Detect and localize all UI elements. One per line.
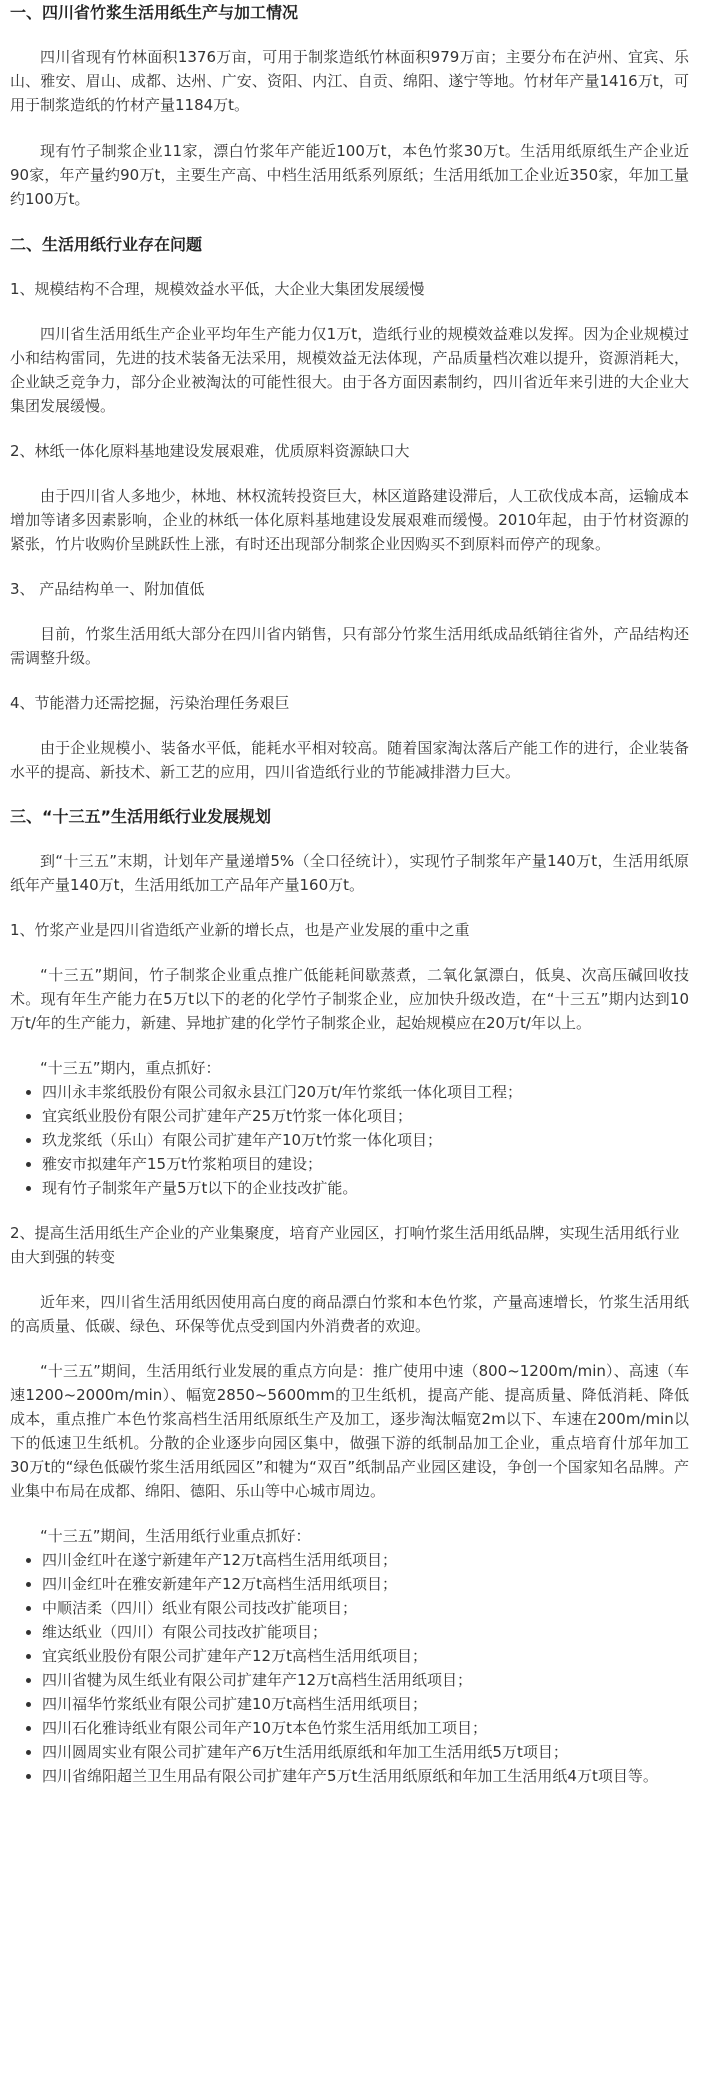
list-item: • 四川圆周实业有限公司扩建年产6万t生活用纸原纸和年加工生活用纸5万t项目； (42, 1740, 689, 1764)
list-item: • 四川金红叶在遂宁新建年产12万t高档生活用纸项目； (42, 1548, 689, 1572)
section3-paragraph-3: “十三五”期间，生活用纸行业发展的重点方向是：推广使用中速（800~1200m/min）、高速（车速1200~2000m/min）、幅宽2850~5600mm的卫生纸机，提高产能、提高质量、降低消耗、降低成本，重点推广本色竹浆高档生活用纸原纸生产及加工，逐步淘汰幅宽2m以下、车速在200m/min以下的低速卫生纸机。分散的企业逐步向园区集中，做强下游的纸制品加工企业，重点培育什邡年加工30万t的“绿色低碳竹浆生活用纸园区”和犍为“双百”纸制品产业园区建设，争创一个国家知名品牌。产业集中布局在成都、绵阳、德阳、乐山等中心城市周边。 (10, 1362, 689, 1500)
section3-paragraph-1: “十三五”期间，竹子制浆企业重点推广低能耗间歇蒸煮，二氧化氯漂白，低臭、次高压碱回收技术。现有年生产能力在5万t以下的老的化学竹子制浆企业，应加快升级改造，在“十三五”期内达到10万t/年的生产能力，新建、异地扩建的化学竹子制浆企业，起始规模应在20万t/年以上。 (10, 966, 689, 1032)
section3-intro-paragraph: 到“十三五”末期，计划年产量递增5%（全口径统计），实现竹子制浆年产量140万t，生活用纸原纸年产量140万t，生活用纸加工产品年产量160万t。 (10, 852, 689, 894)
list-item: • 四川石化雅诗纸业有限公司年产10万t本色竹浆生活用纸加工项目； (42, 1716, 689, 1740)
section2-paragraph-2: 由于四川省人多地少，林地、林权流转投资巨大，林区道路建设滞后，人工砍伐成本高，运输成本增加等诸多因素影响，企业的林纸一体化原料基地建设发展艰难而缓慢。2010年起，由于竹材资源的紧张，竹片收购价呈跳跃性上涨，有时还出现部分制浆企业因购买不到原料而停产的现象。 (10, 487, 689, 553)
list-item: • 宜宾纸业股份有限公司扩建年产12万t高档生活用纸项目； (42, 1644, 689, 1668)
list-item: • 现有竹子制浆年产量5万t以下的企业技改扩能。 (42, 1176, 689, 1200)
list-item: • 中顺洁柔（四川）纸业有限公司技改扩能项目； (42, 1596, 689, 1620)
section2-subheading-2: 2、林纸一体化原料基地建设发展艰难，优质原料资源缺口大 (10, 442, 410, 460)
article-page (0, 2, 703, 1788)
section2-paragraph-4: 由于企业规模小、装备水平低，能耗水平相对较高。随着国家淘汰落后产能工作的进行，企业装备水平的提高、新技术、新工艺的应用，四川省造纸行业的节能减排潜力巨大。 (10, 739, 689, 781)
list-item: • 四川福华竹浆纸业有限公司扩建10万t高档生活用纸项目； (42, 1692, 689, 1716)
list-item: • 四川永丰浆纸股份有限公司叙永县江门20万t/年竹浆纸一体化项目工程； (42, 1080, 689, 1104)
list-item: • 宜宾纸业股份有限公司扩建年产25万t竹浆一体化项目； (42, 1104, 689, 1128)
section2-title: 二、生活用纸行业存在问题 (10, 235, 203, 254)
section2-paragraph-3: 目前，竹浆生活用纸大部分在四川省内销售，只有部分竹浆生活用纸成品纸销往省外，产品结构还需调整升级。 (10, 625, 689, 667)
section1-paragraph-2: 现有竹子制浆企业11家，漂白竹浆年产能近100万t，本色竹浆30万t。生活用纸原纸生产企业近90家，年产量约90万t，主要生产高、中档生活用纸系列原纸；生活用纸加工企业近350家，年加工量约100万t。 (10, 142, 689, 208)
list2-lead: “十三五”期间，生活用纸行业重点抓好： (40, 1527, 311, 1545)
list1-lead: “十三五”期内，重点抓好： (40, 1059, 221, 1077)
list-item: • 雅安市拟建年产15万t竹浆粕项目的建设； (42, 1152, 689, 1176)
list-item: • 四川省绵阳超兰卫生用品有限公司扩建年产5万t生活用纸原纸和年加工生活用纸4万t项目等。 (42, 1764, 689, 1788)
section2-paragraph-1: 四川省生活用纸生产企业平均年生产能力仅1万t，造纸行业的规模效益难以发挥。因为企业规模过小和结构雷同，先进的技术装备无法采用，规模效益无法体现，产品质量档次难以提升，资源消耗大，企业缺乏竞争力，部分企业被淘汰的可能性很大。由于各方面因素制约，四川省近年来引进的大企业大集团发展缓慢。 (10, 325, 689, 415)
list-item: • 玖龙浆纸（乐山）有限公司扩建年产10万t竹浆一体化项目； (42, 1128, 689, 1152)
section3-subheading-1: 1、竹浆产业是四川省造纸产业新的增长点，也是产业发展的重中之重 (10, 921, 470, 939)
section2-subheading-1: 1、规模结构不合理，规模效益水平低，大企业大集团发展缓慢 (10, 280, 425, 298)
section2-subheading-4: 4、节能潜力还需挖掘，污染治理任务艰巨 (10, 694, 290, 712)
section3-subheading-2: 2、提高生活用纸生产企业的产业集聚度，培育产业园区，打响竹浆生活用纸品牌，实现生活用纸行业由大到强的转变 (10, 1224, 680, 1266)
key-projects-list-1 (10, 1080, 689, 1200)
list-item: • 四川金红叶在雅安新建年产12万t高档生活用纸项目； (42, 1572, 689, 1596)
list-item: • 四川省犍为凤生纸业有限公司扩建年产12万t高档生活用纸项目； (42, 1668, 689, 1692)
section3-title: 三、“十三五”生活用纸行业发展规划 (10, 807, 272, 826)
section2-subheading-3: 3、 产品结构单一、附加值低 (10, 580, 205, 598)
section3-paragraph-2: 近年来，四川省生活用纸因使用高白度的商品漂白竹浆和本色竹浆，产量高速增长，竹浆生活用纸的高质量、低碳、绿色、环保等优点受到国内外消费者的欢迎。 (10, 1293, 689, 1335)
key-projects-list-2 (10, 1548, 689, 1788)
section1-title: 一、四川省竹浆生活用纸生产与加工情况 (10, 3, 299, 22)
section1-paragraph-1: 四川省现有竹林面积1376万亩，可用于制浆造纸竹林面积979万亩；主要分布在泸州、宜宾、乐山、雅安、眉山、成都、达州、广安、资阳、内江、自贡、绵阳、遂宁等地。竹材年产量1416万t，可用于制浆造纸的竹材产量1184万t。 (10, 48, 689, 114)
list-item: • 维达纸业（四川）有限公司技改扩能项目； (42, 1620, 689, 1644)
